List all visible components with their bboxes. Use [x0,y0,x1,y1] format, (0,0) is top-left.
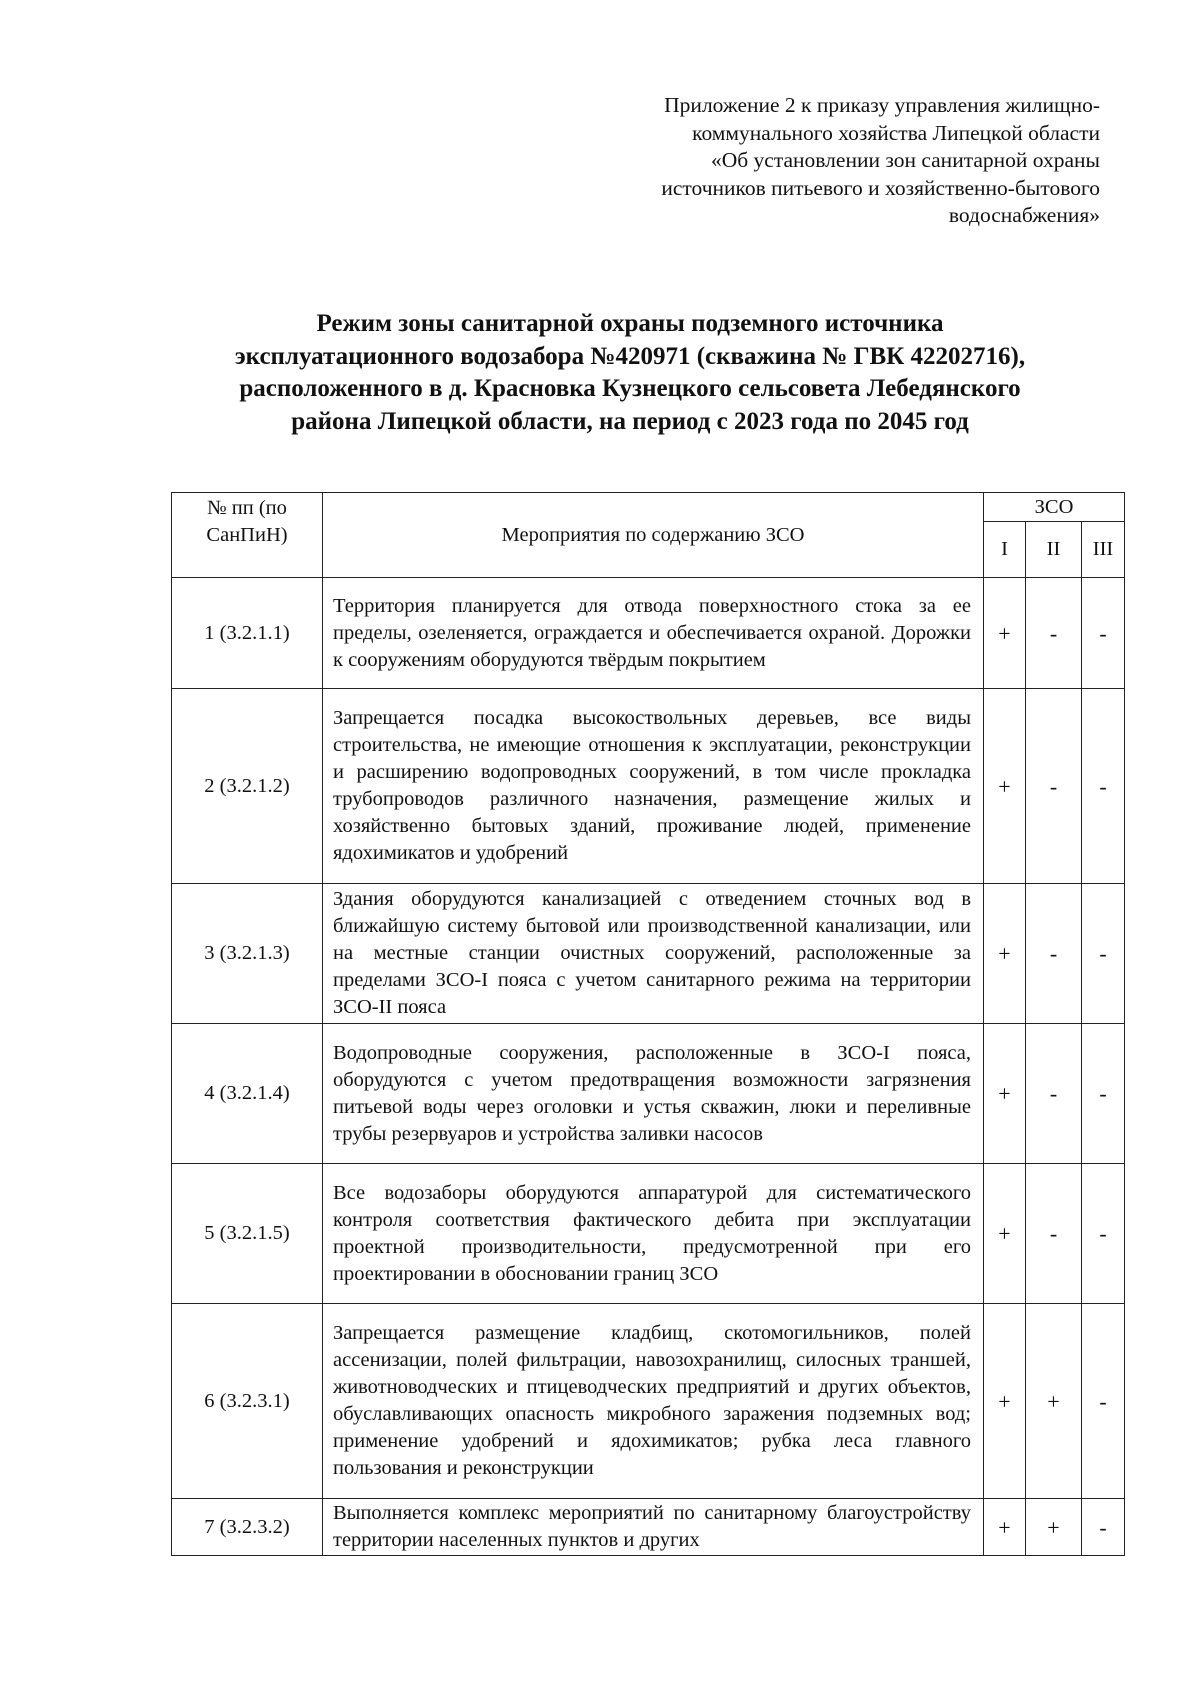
row-mark-zone-iii: - [1082,884,1125,1024]
row-number: 5 (3.2.1.5) [172,1164,323,1304]
row-text: Водопроводные сооружения, расположенные в ЗСО-I пояса, оборудуются с учетом предотвращения возможности загрязнения питьевой воды через оголовки и устья скважин, люки и переливные трубы резервуаров и устройства заливки насосов [323,1024,984,1164]
row-number: 3 (3.2.1.3) [172,884,323,1024]
appendix-line: коммунального хозяйства Липецкой области [692,120,1100,145]
table-row [172,1499,1125,1556]
appendix-line: источников питьевого и хозяйственно-бытового [661,175,1100,200]
row-mark-zone-iii: - [1082,1024,1125,1164]
row-mark-zone-i: + [984,884,1026,1024]
appendix-note [560,92,1100,230]
row-text: Здания оборудуются канализацией с отведением сточных вод в ближайшую систему бытовой или производственной канализации, или на местные станции очистных сооружений, расположенные за пределами ЗСО-I пояса с учетом санитарного режима на территории ЗСО-II пояса [323,884,984,1024]
row-number: 6 (3.2.3.1) [172,1304,323,1499]
row-text: Все водозаборы оборудуются аппаратурой для систематического контроля соответствия фактического дебита при эксплуатации проектной производительности, предусмотренной при его проектировании в обосновании границ ЗСО [323,1164,984,1304]
appendix-line: Приложение 2 к приказу управления жилищно- [664,93,1100,117]
row-text: Запрещается размещение кладбищ, скотомогильников, полей ассенизации, полей фильтрации, навозохранилищ, силосных траншей, животноводческих и птицеводческих предприятий и других объектов, обуславливающих опасность микробного заражения подземных вод; применение удобрений и ядохимикатов; рубка леса главного пользования и реконструкции [323,1304,984,1499]
table-row [172,1024,1125,1164]
row-mark-zone-iii: - [1082,1164,1125,1304]
table-row [172,1164,1125,1304]
row-mark-zone-iii: - [1082,1499,1125,1556]
header-zone-ii: II [1026,522,1082,578]
row-text: Выполняется комплекс мероприятий по санитарному благоустройству территории населенных пунктов и других [323,1499,984,1556]
header-description: Мероприятия по содержанию ЗСО [323,493,984,578]
appendix-line: водоснабжения» [948,203,1100,227]
row-mark-zone-i: + [984,1499,1026,1556]
row-mark-zone-ii: + [1026,1499,1082,1556]
row-number: 1 (3.2.1.1) [172,578,323,689]
row-mark-zone-ii: - [1026,689,1082,884]
document-title [150,308,1110,438]
row-text: Запрещается посадка высокоствольных деревьев, все виды строительства, не имеющие отношения к эксплуатации, реконструкции и расширению водопроводных сооружений, в том числе прокладка трубопроводов различного назначения, размещение жилых и хозяйственно бытовых зданий, проживание людей, применение ядохимикатов и удобрений [323,689,984,884]
row-mark-zone-i: + [984,1024,1026,1164]
header-zone-i: I [984,522,1026,578]
row-number: 4 (3.2.1.4) [172,1024,323,1164]
row-mark-zone-i: + [984,578,1026,689]
table-row [172,689,1125,884]
table-row [172,884,1125,1024]
row-mark-zone-iii: - [1082,1304,1125,1499]
row-mark-zone-i: + [984,1304,1026,1499]
row-number: 2 (3.2.1.2) [172,689,323,884]
header-zone-iii: III [1082,522,1125,578]
title-line: Режим зоны санитарной охраны подземного источника [316,310,944,337]
row-text: Территория планируется для отвода поверхностного стока за ее пределы, озеленяется, ограждается и обеспечивается охраной. Дорожки к сооружениям оборудуются твёрдым покрытием [323,578,984,689]
header-zso: ЗСО [984,493,1125,522]
appendix-line: «Об установлении зон санитарной охраны [710,148,1100,172]
header-number-line: СанПиН) [206,524,288,546]
row-mark-zone-ii: - [1026,1024,1082,1164]
title-line: расположенного в д. Красновка Кузнецкого сельсовета Лебедянского [239,375,1021,402]
header-number [172,493,323,578]
row-number: 7 (3.2.3.2) [172,1499,323,1556]
table-row [172,578,1125,689]
measures-table [171,492,1125,1556]
header-row [172,493,1125,522]
row-mark-zone-ii: - [1026,578,1082,689]
row-mark-zone-ii: - [1026,1164,1082,1304]
row-mark-zone-iii: - [1082,578,1125,689]
row-mark-zone-ii: + [1026,1304,1082,1499]
row-mark-zone-iii: - [1082,689,1125,884]
title-line: эксплуатационного водозабора №420971 (скважина № ГВК 42202716), [234,342,1026,370]
title-line: района Липецкой области, на период с 2023 года по 2045 год [291,407,969,435]
row-mark-zone-i: + [984,1164,1026,1304]
row-mark-zone-ii: - [1026,884,1082,1024]
table-row [172,1304,1125,1499]
header-number-line: № пп (по [207,497,287,519]
row-mark-zone-i: + [984,689,1026,884]
